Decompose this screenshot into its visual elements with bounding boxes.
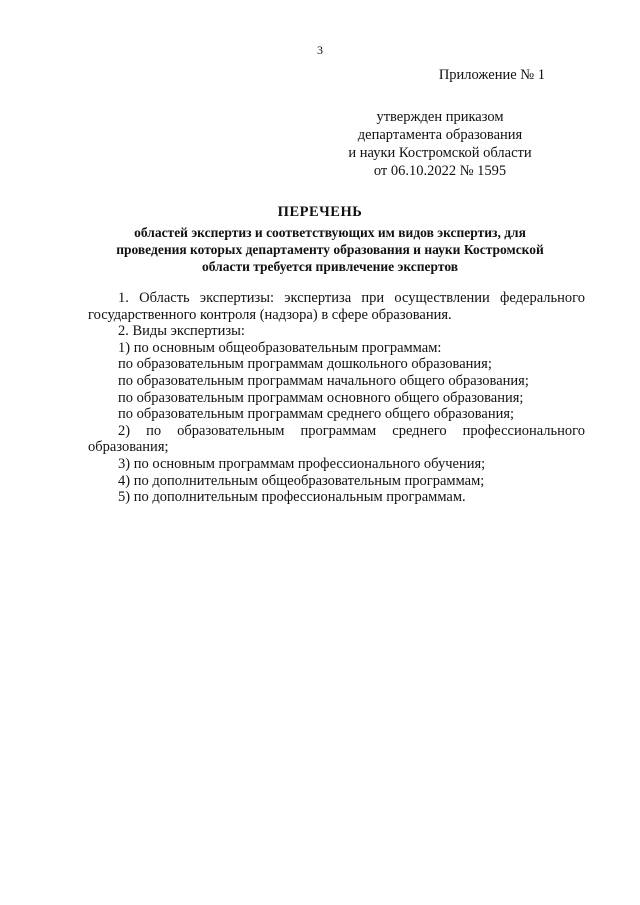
appendix-label: Приложение № 1 (438, 67, 545, 83)
list-item: 3) по основным программам профессионального обучения; (118, 455, 486, 472)
approval-line: и науки Костромской области (348, 145, 532, 161)
sub-list-item: по образовательным программам среднего общего образования; (118, 406, 515, 423)
sub-list-item: по образовательным программам начального общего образования; (118, 372, 529, 389)
subtitle-line: проведения которых департаменту образования и науки Костромской (116, 242, 544, 257)
subtitle-line: областей экспертиз и соответствующих им видов экспертиз, для (134, 225, 526, 240)
document-title: ПЕРЕЧЕНЬ (277, 204, 363, 220)
list-item: 2) по образовательным программам среднего профессионального (118, 422, 585, 439)
paragraph-2: 2. Виды экспертизы: (118, 323, 245, 340)
list-item: 5) по дополнительным профессиональным программам. (118, 489, 466, 506)
sub-list-item: по образовательным программам дошкольного образования; (118, 356, 492, 373)
approval-line: утвержден приказом (376, 109, 504, 125)
paragraph-1-line-1: 1. Область экспертизы: экспертиза при осуществлении федерального (118, 290, 585, 306)
list-item: 1) по основным общеобразовательным программам: (118, 339, 442, 356)
subtitle-line: области требуется привлечение экспертов (201, 259, 459, 274)
list-item-continuation: образования; (88, 439, 169, 456)
sub-list-item: по образовательным программам основного общего образования; (118, 389, 524, 406)
approval-date-line: от 06.10.2022 № 1595 (373, 163, 507, 179)
document-body (88, 290, 585, 506)
page-number: 3 (317, 43, 323, 57)
paragraph-1-line-2: государственного контроля (надзора) в сфере образования. (88, 306, 452, 323)
approval-line: департамента образования (357, 127, 523, 143)
document-subtitle (80, 224, 580, 275)
approval-block (300, 108, 580, 180)
list-item: 4) по дополнительным общеобразовательным программам; (118, 472, 485, 489)
